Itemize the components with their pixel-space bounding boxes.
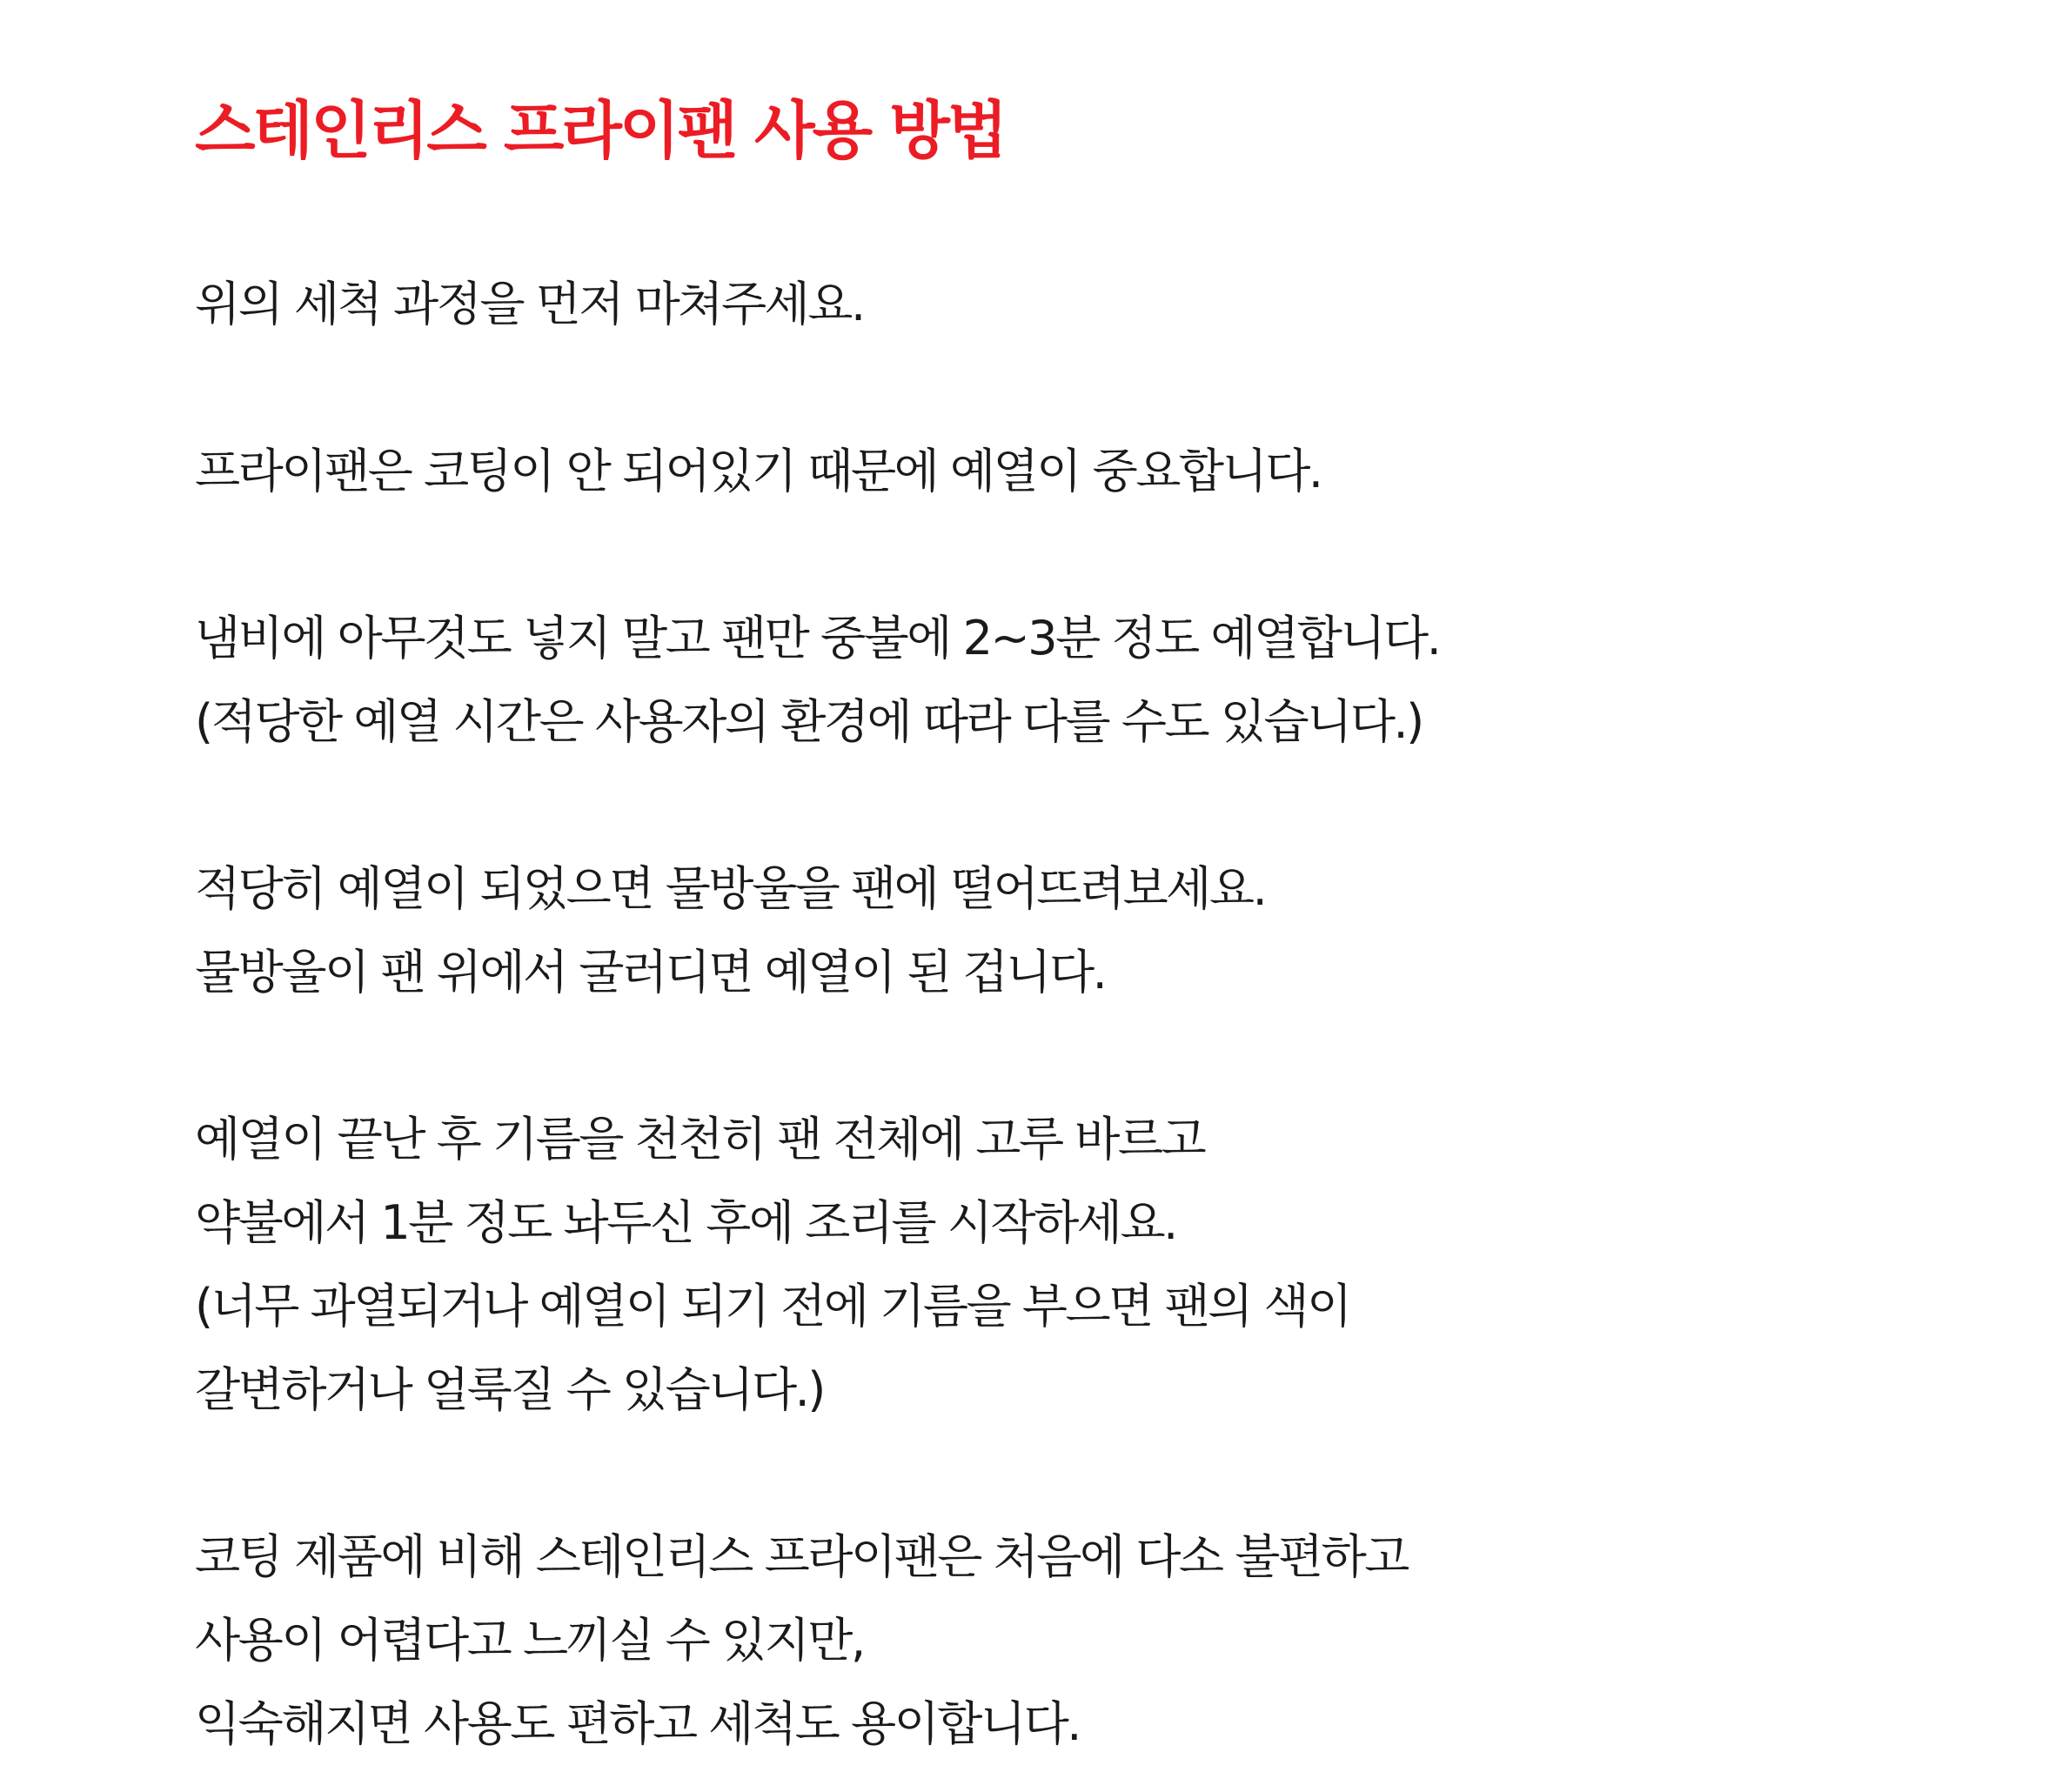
paragraph-oiling: [195, 1098, 1978, 1432]
paragraph-preclean: [195, 263, 1978, 346]
text-line: 사용이 어렵다고 느끼실 수 있지만,: [195, 1613, 864, 1668]
paragraph-preheat-method: [195, 597, 1978, 764]
text-line: 적당히 예열이 되었으면 물방울을 팬에 떨어뜨려보세요.: [195, 861, 1266, 916]
text-line: 물방울이 팬 위에서 굴러디면 예열이 된 겁니다.: [195, 945, 1106, 1000]
text-line: 익숙해지면 사용도 편하고 세척도 용이합니다.: [195, 1696, 1080, 1751]
paragraph-preheat-importance: [195, 430, 1978, 513]
instructions-section: [195, 87, 1978, 1766]
text-line: (적당한 예열 시간은 사용자의 환경에 따라 다를 수도 있습니다.): [195, 694, 1422, 749]
paragraph-closing-note: [195, 1515, 1978, 1766]
text-line: 코팅 제품에 비해 스테인리스 프라이팬은 처음에 다소 불편하고: [195, 1529, 1408, 1584]
paragraph-water-test: [195, 847, 1978, 1014]
page-title: 스테인리스 프라이팬 사용 방법: [195, 94, 1006, 167]
instructions-body: [195, 263, 1978, 1766]
text-line: (너무 과열되거나 예열이 되기 전에 기름을 부으면 팬의 색이: [195, 1279, 1350, 1334]
text-line: 위의 세척 과정을 먼저 마쳐주세요.: [195, 277, 864, 331]
text-line: 예열이 끝난 후 기름을 천천히 팬 전체에 고루 바르고: [195, 1112, 1205, 1167]
text-line: 갈변하거나 얼룩질 수 있습니다.): [195, 1362, 824, 1417]
text-line: 약불에서 1분 정도 놔두신 후에 조리를 시작하세요.: [195, 1195, 1176, 1250]
text-line: 프라이팬은 코팅이 안 되어있기 때문에 예열이 중요합니다.: [195, 444, 1322, 498]
text-line: 냄비에 아무것도 넣지 말고 팬만 중불에 2~3분 정도 예열합니다.: [195, 611, 1440, 665]
